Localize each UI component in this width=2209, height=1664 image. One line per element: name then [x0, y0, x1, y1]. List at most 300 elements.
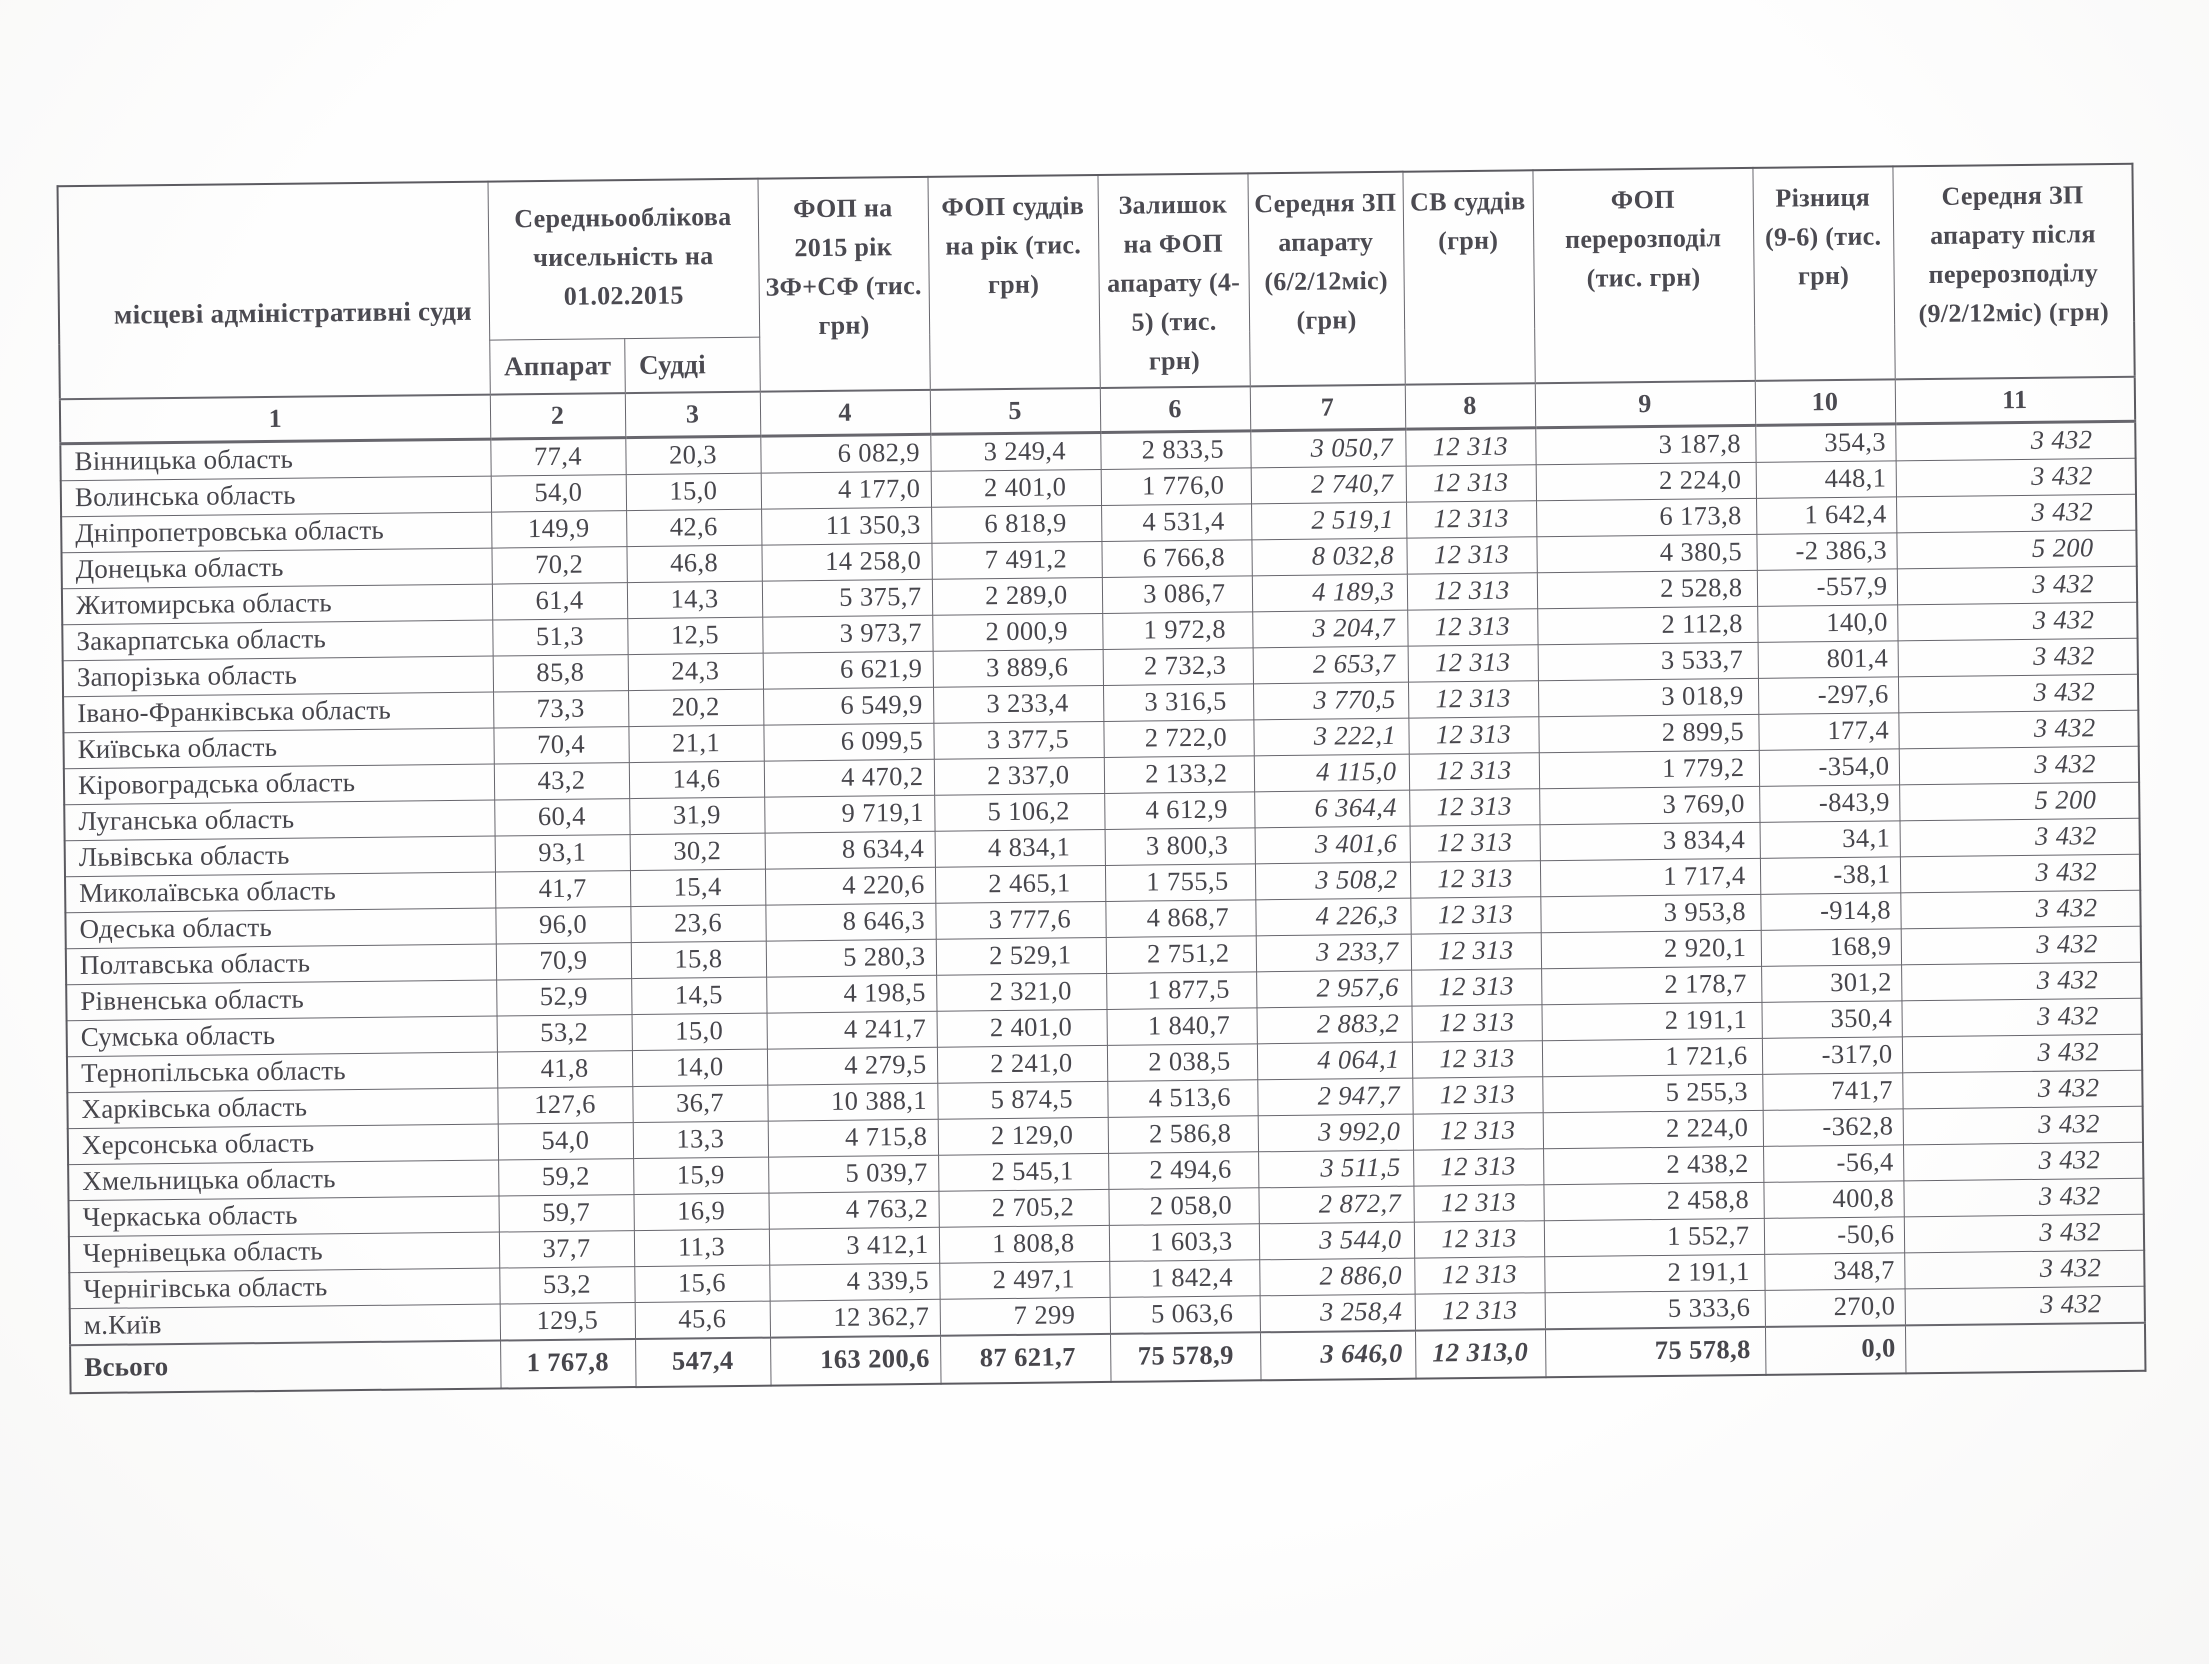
value-cell: 2 178,7	[1541, 966, 1761, 1004]
value-cell: 3 432	[1903, 1178, 2143, 1217]
value-cell: 14,6	[629, 761, 764, 798]
value-cell: 2 732,3	[1103, 647, 1253, 685]
value-cell: 54,0	[498, 1122, 633, 1159]
value-cell: 2 458,8	[1543, 1182, 1763, 1220]
value-cell: 3 432	[1901, 926, 2141, 965]
value-cell: 1 642,4	[1756, 496, 1896, 534]
value-cell: 14,5	[631, 977, 766, 1014]
value-cell: 5 200	[1899, 782, 2139, 821]
value-cell: 3 432	[1900, 890, 2140, 929]
value-cell: 96,0	[495, 906, 630, 943]
region-name-cell: Житомирська область	[62, 584, 492, 625]
value-cell: 53,2	[497, 1014, 632, 1051]
value-cell: 3 432	[1895, 421, 2135, 461]
region-name-cell: Донецька область	[61, 548, 491, 589]
region-name-cell: Черкаська область	[69, 1196, 499, 1237]
value-cell: 14,3	[627, 581, 762, 618]
value-cell: 2 722,0	[1103, 719, 1253, 757]
value-cell: 1 972,8	[1102, 611, 1252, 649]
value-cell: 43,2	[494, 762, 629, 799]
value-cell: 15,8	[631, 941, 766, 978]
value-cell: 4 513,6	[1107, 1079, 1257, 1117]
value-cell: 31,9	[629, 797, 764, 834]
total-value-cell: 87 621,7	[940, 1333, 1111, 1383]
value-cell: 5 063,6	[1110, 1295, 1260, 1333]
value-cell: 1 779,2	[1539, 750, 1759, 788]
value-cell: 12 313	[1411, 1004, 1541, 1041]
value-cell: 15,0	[626, 473, 761, 510]
region-name-cell: Луганська область	[64, 800, 494, 841]
value-cell: 9 719,1	[764, 795, 934, 833]
value-cell: 12 313	[1412, 1040, 1542, 1077]
value-cell: 3 432	[1903, 1106, 2143, 1145]
region-name-cell: Львівська область	[65, 836, 495, 877]
value-cell: 5 375,7	[762, 579, 932, 617]
value-cell: 6 549,9	[763, 687, 933, 725]
header-difference: Різниця (9-6) (тис. грн)	[1752, 166, 1894, 381]
value-cell: 15,6	[634, 1265, 769, 1302]
value-cell: 14 258,0	[761, 543, 931, 581]
value-cell: 12 313	[1411, 968, 1541, 1005]
value-cell: -354,0	[1759, 748, 1899, 786]
value-cell: 70,2	[491, 546, 626, 583]
value-cell: 37,7	[499, 1230, 634, 1267]
value-cell: 2 241,0	[937, 1045, 1107, 1083]
value-cell: 3 432	[1896, 458, 2136, 497]
court-budget-table	[57, 163, 2147, 1394]
value-cell: 24,3	[628, 653, 763, 690]
value-cell: 2 321,0	[936, 973, 1106, 1011]
column-number-1: 1	[60, 395, 490, 444]
value-cell: 3 432	[1897, 602, 2137, 641]
value-cell: 11,3	[634, 1229, 769, 1266]
value-cell: 2 528,8	[1537, 570, 1757, 608]
value-cell: 3 233,7	[1256, 934, 1411, 972]
header-fop-judges: ФОП суддів на рік (тис. грн)	[927, 175, 1099, 390]
value-cell: 51,3	[492, 618, 627, 655]
total-value-cell	[1905, 1322, 2146, 1373]
value-cell: 3 973,7	[762, 615, 932, 653]
value-cell: 3 258,4	[1260, 1294, 1415, 1332]
value-cell: 8 646,3	[765, 903, 935, 941]
value-cell: 3 432	[1902, 1034, 2142, 1073]
region-name-cell: Миколаївська область	[65, 872, 495, 913]
value-cell: 2 337,0	[934, 757, 1104, 795]
value-cell: 2 740,7	[1251, 466, 1406, 504]
column-number-6: 6	[1100, 386, 1250, 432]
value-cell: -2 386,3	[1756, 532, 1896, 570]
value-cell: 2 947,7	[1257, 1078, 1412, 1116]
value-cell: 2 129,0	[938, 1117, 1108, 1155]
value-cell: -843,9	[1759, 784, 1899, 822]
value-cell: 348,7	[1764, 1252, 1904, 1290]
value-cell: 2 191,1	[1541, 1002, 1761, 1040]
region-name-cell: Рівненська область	[66, 980, 496, 1021]
value-cell: 20,3	[625, 436, 760, 474]
region-name-cell: Закарпатська область	[62, 620, 492, 661]
column-number-3: 3	[625, 392, 760, 437]
value-cell: 1 721,6	[1542, 1038, 1762, 1076]
value-cell: 168,9	[1761, 928, 1901, 966]
header-fop-2015: ФОП на 2015 рік ЗФ+СФ (тис. грн)	[757, 177, 929, 392]
value-cell: 93,1	[495, 834, 630, 871]
value-cell: 70,9	[496, 942, 631, 979]
value-cell: 2 957,6	[1256, 970, 1411, 1008]
value-cell: 3 432	[1897, 566, 2137, 605]
value-cell: 3 432	[1903, 1142, 2143, 1181]
value-cell: 140,0	[1757, 604, 1897, 642]
value-cell: 3 800,3	[1105, 827, 1255, 865]
value-cell: 12 313	[1405, 427, 1535, 465]
region-name-cell: м.Київ	[70, 1304, 500, 1345]
value-cell: 2 112,8	[1537, 606, 1757, 644]
total-value-cell: 75 578,9	[1110, 1332, 1261, 1382]
value-cell: 3 432	[1902, 1070, 2142, 1109]
value-cell: 53,2	[499, 1266, 634, 1303]
value-cell: 1 776,0	[1101, 467, 1251, 505]
value-cell: 3 412,1	[769, 1227, 939, 1265]
value-cell: 3 432	[1901, 962, 2141, 1001]
value-cell: 13,3	[633, 1121, 768, 1158]
column-number-9: 9	[1535, 381, 1755, 427]
value-cell: 15,9	[633, 1157, 768, 1194]
region-name-cell: Одеська область	[65, 908, 495, 949]
value-cell: 5 280,3	[766, 939, 936, 977]
value-cell: 2 653,7	[1253, 646, 1408, 684]
value-cell: -56,4	[1763, 1144, 1903, 1182]
value-cell: 3 432	[1898, 638, 2138, 677]
region-name-cell: Чернігівська область	[69, 1268, 499, 1309]
value-cell: 15,0	[632, 1013, 767, 1050]
value-cell: -557,9	[1757, 568, 1897, 606]
value-cell: 4 198,5	[766, 975, 936, 1013]
value-cell: 2 401,0	[931, 469, 1101, 507]
value-cell: 12 313	[1410, 860, 1540, 897]
value-cell: 2 038,5	[1107, 1043, 1257, 1081]
value-cell: 52,9	[496, 978, 631, 1015]
value-cell: 41,7	[495, 870, 630, 907]
table-body	[60, 421, 2145, 1393]
value-cell: -317,0	[1762, 1036, 1902, 1074]
value-cell: 3 432	[1904, 1214, 2144, 1253]
value-cell: 2 920,1	[1541, 930, 1761, 968]
value-cell: 2 401,0	[937, 1009, 1107, 1047]
value-cell: 3 544,0	[1259, 1222, 1414, 1260]
value-cell: 3 511,5	[1258, 1150, 1413, 1188]
total-value-cell: 163 200,6	[770, 1335, 941, 1385]
value-cell: 10 388,1	[767, 1083, 937, 1121]
value-cell: 6 621,9	[763, 651, 933, 689]
value-cell: 4 380,5	[1536, 534, 1756, 572]
value-cell: 12 362,7	[770, 1299, 940, 1337]
value-cell: 2 529,1	[936, 937, 1106, 975]
value-cell: 16,9	[633, 1193, 768, 1230]
value-cell: 12 313	[1413, 1112, 1543, 1149]
value-cell: 11 350,3	[761, 507, 931, 545]
value-cell: 34,1	[1760, 820, 1900, 858]
total-value-cell: 1 767,8	[500, 1339, 636, 1388]
column-number-5: 5	[930, 388, 1100, 434]
value-cell: 41,8	[497, 1050, 632, 1087]
value-cell: 23,6	[630, 905, 765, 942]
total-value-cell: 12 313,0	[1415, 1329, 1546, 1378]
region-name-cell: Київська область	[63, 728, 493, 769]
value-cell: 3 249,4	[930, 432, 1100, 471]
value-cell: 2 883,2	[1256, 1006, 1411, 1044]
header-fop-remainder: Залишок на ФОП апарату (4-5) (тис. грн)	[1097, 173, 1249, 388]
header-fop-redistribution: ФОП перерозподіл (тис. грн)	[1532, 168, 1754, 383]
column-number-8: 8	[1405, 383, 1535, 428]
value-cell: 12 313	[1411, 932, 1541, 969]
value-cell: 12 313	[1414, 1220, 1544, 1257]
header-row	[58, 164, 2135, 345]
value-cell: 6 173,8	[1536, 498, 1756, 536]
value-cell: 4 115,0	[1254, 754, 1409, 792]
value-cell: 12 313	[1406, 536, 1536, 573]
value-cell: 177,4	[1758, 712, 1898, 750]
region-name-cell: Вінницька область	[60, 439, 490, 481]
header-sv-judges: СВ суддів (грн)	[1402, 170, 1534, 384]
value-cell: 129,5	[500, 1302, 635, 1340]
table-header	[58, 164, 2136, 443]
region-name-cell: Полтавська область	[66, 944, 496, 985]
column-number-11: 11	[1895, 377, 2135, 424]
value-cell: 4 339,5	[769, 1263, 939, 1301]
value-cell: 2 899,5	[1538, 714, 1758, 752]
region-name-cell: Кіровоградська область	[64, 764, 494, 805]
subheader-apparat: Аппарат	[489, 338, 625, 394]
value-cell: 4 189,3	[1252, 574, 1407, 612]
header-headcount: Середньооблікова чисельність на 01.02.2015	[488, 179, 760, 340]
value-cell: 4 612,9	[1104, 791, 1254, 829]
total-value-cell: 75 578,8	[1545, 1326, 1766, 1376]
region-name-cell: Тернопільська область	[67, 1052, 497, 1093]
value-cell: 12 313	[1410, 896, 1540, 933]
header-courts: місцеві адміністративні суди	[58, 182, 490, 400]
region-name-cell: Херсонська область	[68, 1124, 498, 1165]
value-cell: -297,6	[1758, 676, 1898, 714]
value-cell: 2 751,2	[1106, 935, 1256, 973]
value-cell: 54,0	[491, 474, 626, 511]
value-cell: 2 000,9	[932, 613, 1102, 651]
value-cell: 2 545,1	[938, 1153, 1108, 1191]
region-name-cell: Запорізька область	[63, 656, 493, 697]
value-cell: 2 224,0	[1543, 1110, 1763, 1148]
value-cell: 301,2	[1761, 964, 1901, 1002]
region-name-cell: Сумська область	[67, 1016, 497, 1057]
value-cell: 2 705,2	[938, 1189, 1108, 1227]
value-cell: 3 432	[1900, 854, 2140, 893]
total-value-cell: 3 646,0	[1260, 1330, 1416, 1380]
value-cell: 3 889,6	[933, 649, 1103, 687]
value-cell: 70,4	[493, 726, 628, 763]
value-cell: 12 313	[1413, 1148, 1543, 1185]
value-cell: 12 313	[1408, 716, 1538, 753]
value-cell: 3 086,7	[1102, 575, 1252, 613]
value-cell: 46,8	[626, 545, 761, 582]
value-cell: 1 877,5	[1106, 971, 1256, 1009]
value-cell: 3 432	[1898, 674, 2138, 713]
value-cell: 59,7	[498, 1194, 633, 1231]
value-cell: 5 333,6	[1545, 1290, 1765, 1329]
value-cell: 4 834,1	[935, 829, 1105, 867]
value-cell: 12 313	[1406, 500, 1536, 537]
value-cell: 3 834,4	[1540, 822, 1760, 860]
value-cell: 400,8	[1763, 1180, 1903, 1218]
value-cell: 3 533,7	[1538, 642, 1758, 680]
value-cell: 12 313	[1407, 608, 1537, 645]
value-cell: 741,7	[1762, 1072, 1902, 1110]
value-cell: 3 204,7	[1252, 610, 1407, 648]
value-cell: 1 552,7	[1544, 1218, 1764, 1256]
header-avg-salary-apparat: Середня ЗП апарату (6/2/12міс) (грн)	[1247, 172, 1404, 387]
value-cell: 6 818,9	[931, 505, 1101, 543]
value-cell: 350,4	[1761, 1000, 1901, 1038]
value-cell: 4 470,2	[764, 759, 934, 797]
total-value-cell: 547,4	[635, 1337, 771, 1386]
value-cell: 45,6	[635, 1301, 770, 1339]
region-name-cell: Хмельницька область	[68, 1160, 498, 1201]
value-cell: 1 603,3	[1109, 1223, 1259, 1261]
value-cell: 3 432	[1904, 1250, 2144, 1289]
value-cell: 12 313	[1414, 1256, 1544, 1293]
value-cell: -914,8	[1760, 892, 1900, 930]
value-cell: 4 531,4	[1101, 503, 1251, 541]
value-cell: 2 586,8	[1108, 1115, 1258, 1153]
value-cell: 801,4	[1758, 640, 1898, 678]
value-cell: 4 763,2	[768, 1191, 938, 1229]
value-cell: 21,1	[628, 725, 763, 762]
value-cell: 7 299	[940, 1297, 1110, 1335]
value-cell: 2 497,1	[939, 1261, 1109, 1299]
value-cell: 1 755,5	[1105, 863, 1255, 901]
value-cell: 5 874,5	[937, 1081, 1107, 1119]
value-cell: 2 224,0	[1536, 462, 1756, 500]
value-cell: 12 313	[1415, 1292, 1545, 1330]
value-cell: 5 200	[1896, 530, 2136, 569]
value-cell: 3 432	[1900, 818, 2140, 857]
value-cell: 3 432	[1905, 1286, 2145, 1325]
value-cell: 448,1	[1756, 460, 1896, 498]
value-cell: 8 634,4	[765, 831, 935, 869]
value-cell: 3 316,5	[1103, 683, 1253, 721]
region-name-cell: Чернівецька область	[69, 1232, 499, 1273]
value-cell: 4 226,3	[1255, 898, 1410, 936]
value-cell: 12 313	[1406, 464, 1536, 501]
value-cell: 2 519,1	[1251, 502, 1406, 540]
value-cell: 60,4	[494, 798, 629, 835]
value-cell: 85,8	[493, 654, 628, 691]
value-cell: 3 508,2	[1255, 862, 1410, 900]
value-cell: 2 872,7	[1258, 1186, 1413, 1224]
value-cell: 4 241,7	[767, 1011, 937, 1049]
value-cell: 4 279,5	[767, 1047, 937, 1085]
value-cell: 15,4	[630, 869, 765, 906]
region-name-cell: Івано-Франківська область	[63, 692, 493, 733]
value-cell: 6 082,9	[760, 434, 930, 473]
value-cell: 2 833,5	[1100, 430, 1250, 469]
subheader-suddi: Судді	[624, 337, 760, 393]
value-cell: 5 106,2	[934, 793, 1104, 831]
value-cell: -38,1	[1760, 856, 1900, 894]
value-cell: 12 313	[1413, 1184, 1543, 1221]
value-cell: 61,4	[492, 582, 627, 619]
value-cell: 3 401,6	[1255, 826, 1410, 864]
value-cell: 7 491,2	[931, 541, 1101, 579]
value-cell: 3 050,7	[1250, 429, 1405, 468]
value-cell: 2 191,1	[1544, 1254, 1764, 1292]
column-number-7: 7	[1250, 385, 1405, 431]
value-cell: 12 313	[1409, 788, 1539, 825]
value-cell: 36,7	[632, 1085, 767, 1122]
value-cell: 42,6	[626, 509, 761, 546]
value-cell: 270,0	[1765, 1288, 1905, 1326]
value-cell: 2 438,2	[1543, 1146, 1763, 1184]
value-cell: 14,0	[632, 1049, 767, 1086]
value-cell: 30,2	[630, 833, 765, 870]
value-cell: 3 777,6	[935, 901, 1105, 939]
value-cell: 73,3	[493, 690, 628, 727]
total-label-cell: Всього	[70, 1340, 500, 1393]
value-cell: 4 177,0	[761, 471, 931, 509]
court-budget-table-wrap	[57, 163, 2145, 1394]
value-cell: 149,9	[491, 510, 626, 547]
value-cell: 4 715,8	[768, 1119, 938, 1157]
value-cell: 2 465,1	[935, 865, 1105, 903]
value-cell: 1 842,4	[1109, 1259, 1259, 1297]
value-cell: 3 432	[1901, 998, 2141, 1037]
value-cell: 3 992,0	[1258, 1114, 1413, 1152]
value-cell: 6 766,8	[1101, 539, 1251, 577]
value-cell: 5 039,7	[768, 1155, 938, 1193]
value-cell: 77,4	[490, 437, 625, 475]
value-cell: 3 187,8	[1535, 425, 1755, 464]
value-cell: 12 313	[1408, 644, 1538, 681]
value-cell: -362,8	[1763, 1108, 1903, 1146]
column-number-2: 2	[490, 393, 625, 438]
value-cell: 3 222,1	[1253, 718, 1408, 756]
column-number-4: 4	[760, 390, 930, 436]
value-cell: 20,2	[628, 689, 763, 726]
region-name-cell: Харківська область	[67, 1088, 497, 1129]
total-value-cell: 0,0	[1765, 1325, 1906, 1375]
value-cell: 1 808,8	[939, 1225, 1109, 1263]
value-cell: 2 133,2	[1104, 755, 1254, 793]
value-cell: 59,2	[498, 1158, 633, 1195]
region-name-cell: Дніпропетровська область	[61, 512, 491, 553]
header-avg-salary-after: Середня ЗП апарату після перерозподілу (9/2/12міс) (грн)	[1892, 164, 2134, 380]
value-cell: 12 313	[1412, 1076, 1542, 1113]
value-cell: 3 233,4	[933, 685, 1103, 723]
value-cell: 2 289,0	[932, 577, 1102, 615]
value-cell: 6 099,5	[763, 723, 933, 761]
value-cell: 3 770,5	[1253, 682, 1408, 720]
value-cell: 2 886,0	[1259, 1258, 1414, 1296]
value-cell: 127,6	[497, 1086, 632, 1123]
value-cell: -50,6	[1764, 1216, 1904, 1254]
value-cell: 3 953,8	[1540, 894, 1760, 932]
value-cell: 12 313	[1408, 680, 1538, 717]
value-cell: 3 432	[1898, 710, 2138, 749]
value-cell: 3 377,5	[933, 721, 1103, 759]
value-cell: 3 432	[1899, 746, 2139, 785]
value-cell: 4 868,7	[1105, 899, 1255, 937]
value-cell: 5 255,3	[1542, 1074, 1762, 1112]
value-cell: 1 840,7	[1106, 1007, 1256, 1045]
value-cell: 3 432	[1896, 494, 2136, 533]
value-cell: 12,5	[627, 617, 762, 654]
value-cell: 3 769,0	[1539, 786, 1759, 824]
